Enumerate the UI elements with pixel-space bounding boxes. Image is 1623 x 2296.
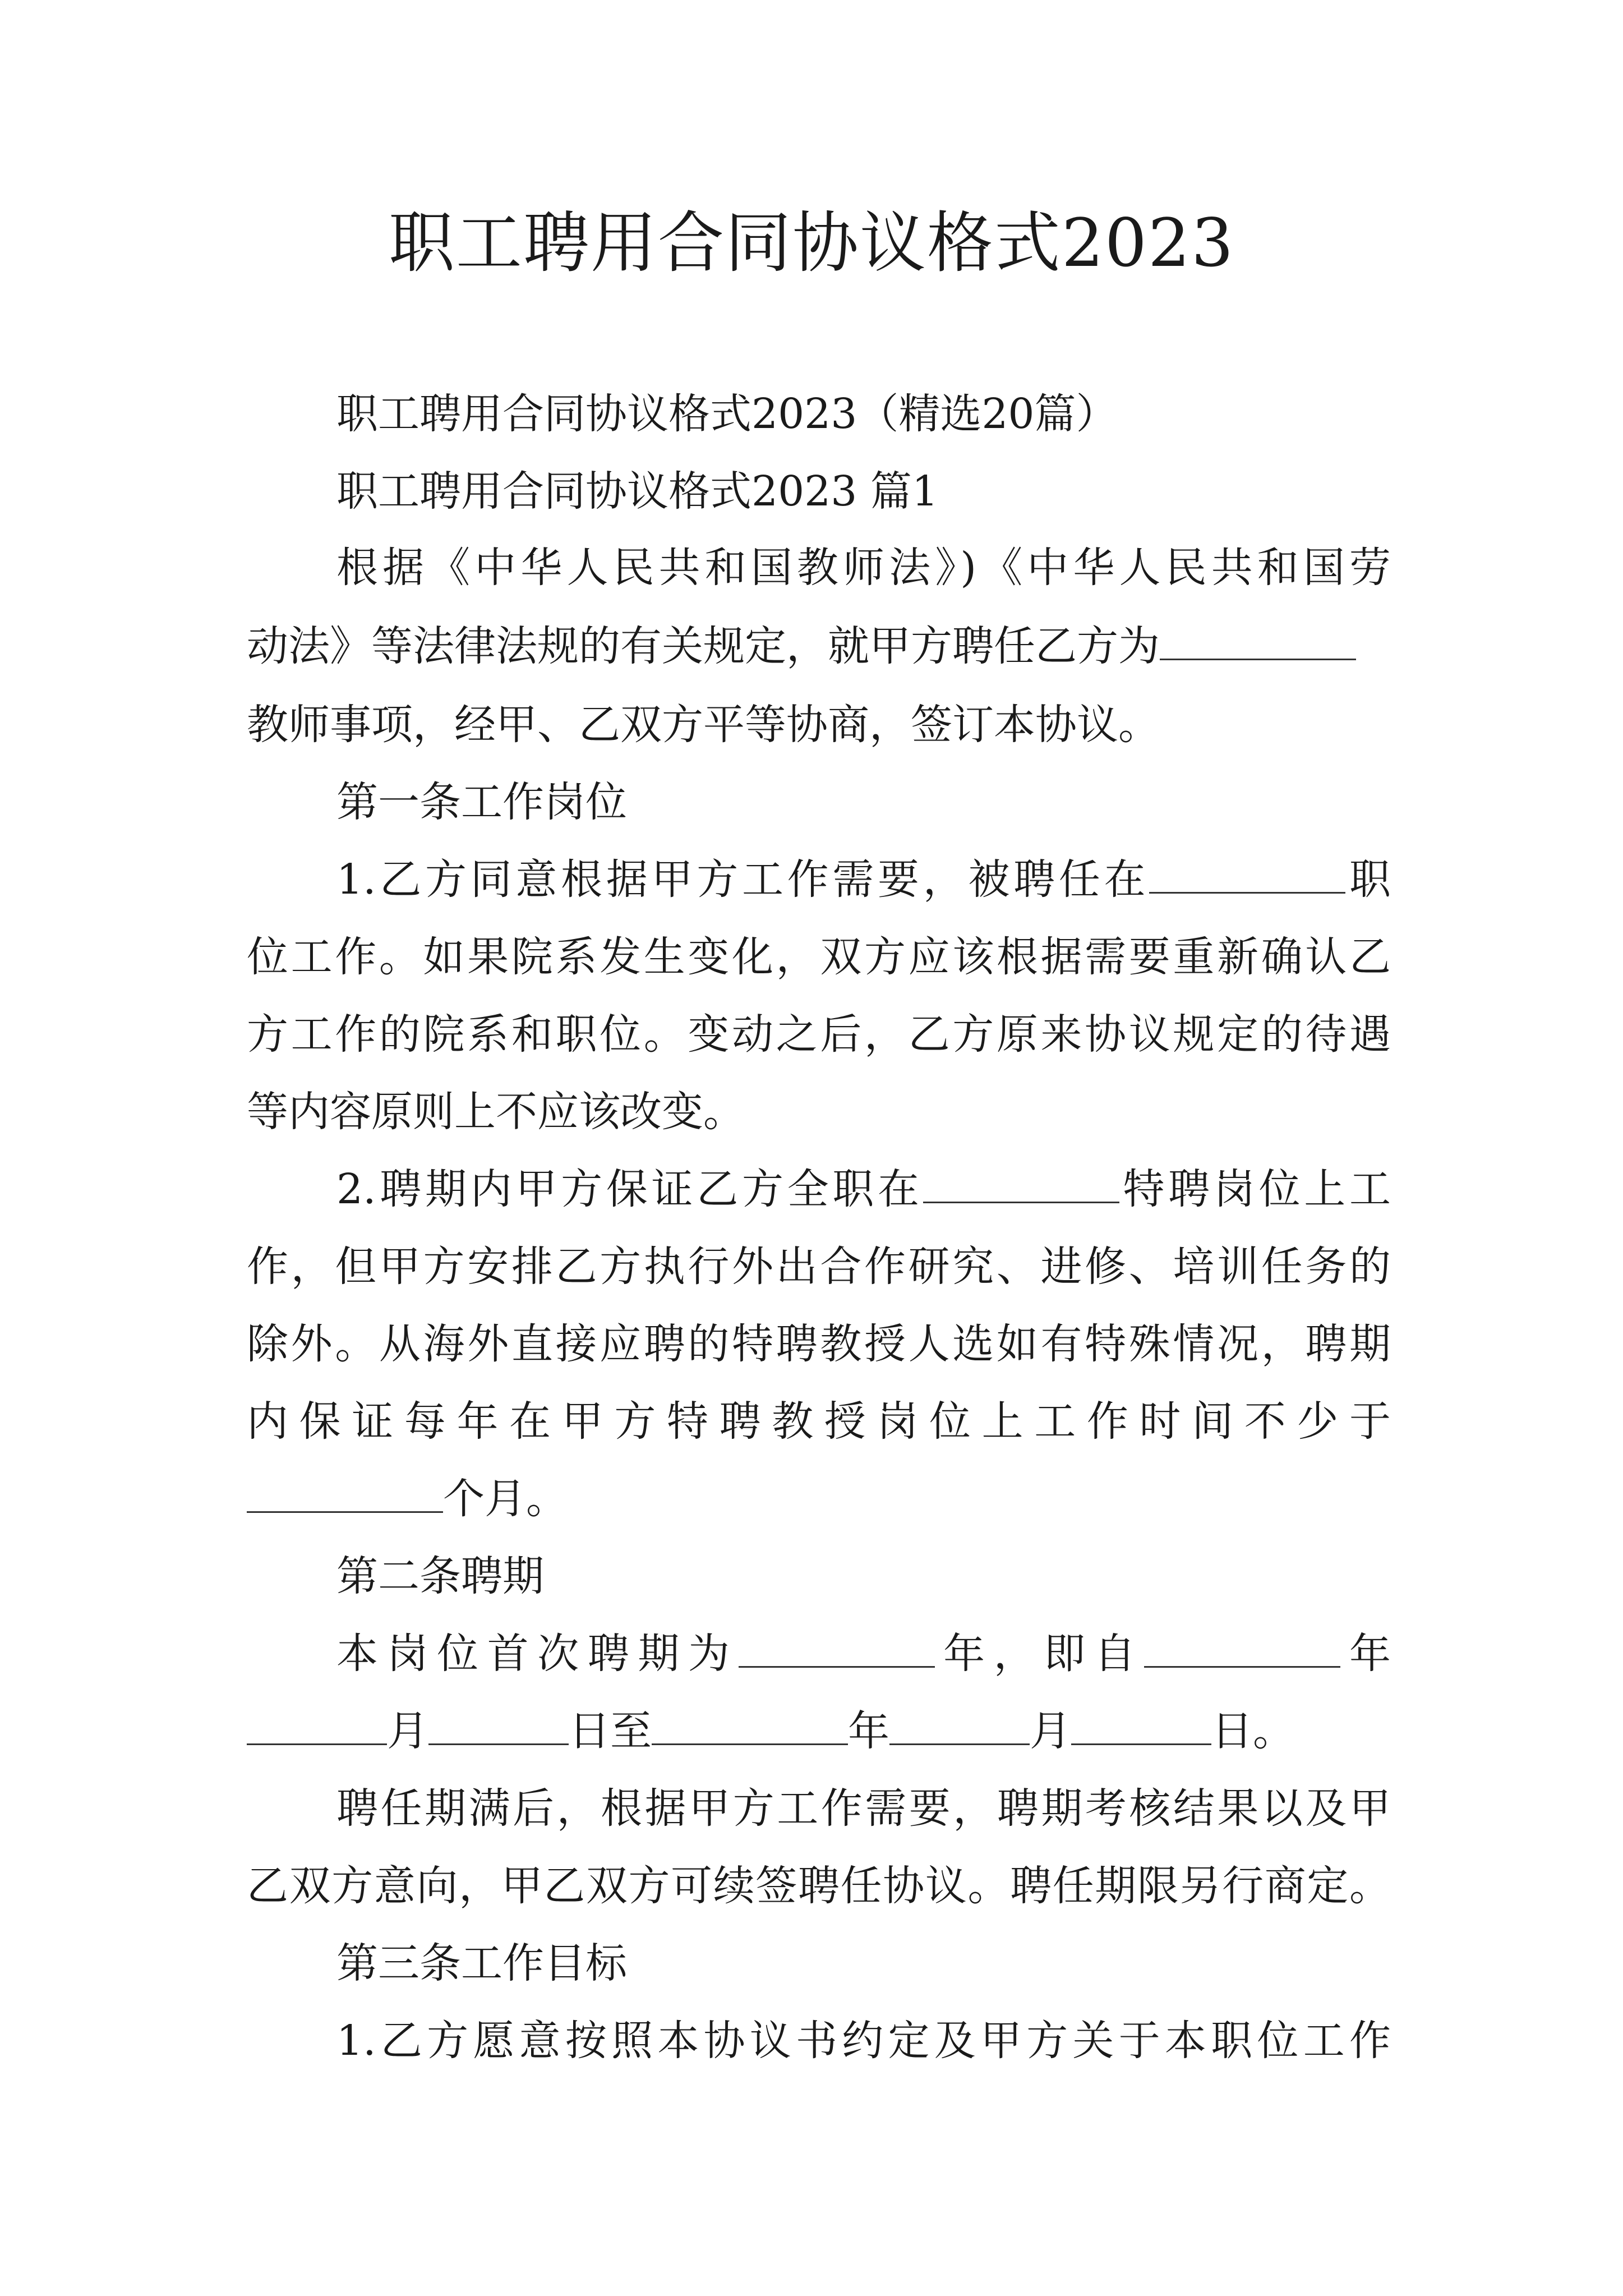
fill-blank[interactable] [1071,1704,1211,1745]
paragraph-text: 月 [387,1707,428,1755]
fill-blank[interactable] [652,1704,848,1745]
paragraph-text: 特聘岗位上工 [1119,1165,1391,1213]
paragraph-text: 职 [1345,855,1391,904]
paragraph-line: 教师事项，经甲、乙双方平等协商，签订本协议。 [247,701,1160,749]
fill-blank[interactable] [1149,853,1345,894]
paragraph-line [336,1626,1391,1682]
paragraph-line: 除外。从海外直接应聘的特聘教授人选如有特殊情况，聘期 [247,1320,1391,1368]
fill-blank[interactable] [428,1704,569,1745]
subtitle-line: 职工聘用合同协议格式2023（精选20篇） [336,390,1118,438]
paragraph-text: 月 [1030,1707,1071,1755]
paragraph-line: 方工作的院系和职位。变动之后，乙方原来协议规定的待遇 [247,1010,1391,1059]
paragraph-text: 个月。 [443,1475,568,1523]
section-heading: 职工聘用合同协议格式2023 篇1 [336,467,938,516]
fill-blank[interactable] [923,1162,1119,1203]
paragraph-line [247,618,1391,674]
paragraph-text: 年 [848,1707,889,1755]
paragraph-text: 日至 [569,1707,652,1755]
fill-blank[interactable] [739,1627,935,1668]
fill-blank[interactable] [247,1704,387,1745]
paragraph-line: 聘任期满后，根据甲方工作需要，聘期考核结果以及甲 [336,1784,1391,1833]
article-heading: 第一条工作岗位 [336,778,627,826]
paragraph-text: 2.聘期内甲方保证乙方全职在 [336,1165,923,1213]
paragraph-line: 等内容原则上不应该改变。 [247,1088,745,1136]
paragraph-line [247,1471,1391,1527]
paragraph-line: 乙双方意向，甲乙双方可续签聘任协议。聘任期限另行商定。 [247,1862,1391,1910]
paragraph-line: 作，但甲方安排乙方执行外出合作研究、进修、培训任务的 [247,1243,1391,1291]
paragraph-line [247,1703,1391,1759]
document-title: 职工聘用合同协议格式2023 [388,204,1235,282]
paragraph-text: 日。 [1211,1707,1294,1755]
article-heading: 第二条聘期 [336,1552,544,1600]
paragraph-line [336,852,1391,908]
fill-blank[interactable] [1160,619,1356,660]
article-heading: 第三条工作目标 [336,1939,627,1987]
paragraph-line: 内保证每年在甲方特聘教授岗位上工作时间不少于 [247,1397,1391,1446]
fill-blank[interactable] [1144,1627,1340,1668]
paragraph-text: 动法》等法律法规的有关规定，就甲方聘任乙方为 [247,622,1160,670]
fill-blank[interactable] [247,1472,443,1513]
paragraph-text: 1.乙方同意根据甲方工作需要，被聘任在 [336,855,1150,904]
paragraph-text: 年 [1340,1630,1391,1678]
paragraph-line: 位工作。如果院系发生变化，双方应该根据需要重新确认乙 [247,933,1391,981]
paragraph-line: 1.乙方愿意按照本协议书约定及甲方关于本职位工作 [336,2017,1391,2065]
paragraph-text: 本岗位首次聘期为 [336,1630,739,1678]
paragraph-line: 根据《中华人民共和国教师法》)《中华人民共和国劳 [336,544,1391,592]
paragraph-text: 年，即自 [934,1630,1145,1678]
paragraph-line [336,1161,1391,1217]
fill-blank[interactable] [889,1704,1030,1745]
